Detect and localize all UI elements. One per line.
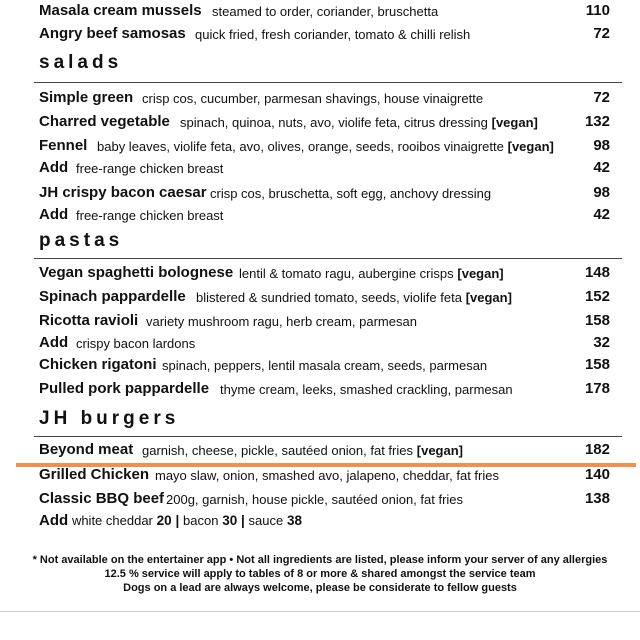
- menu-item: [0, 264, 640, 286]
- footer-line-dogs: Dogs on a lead are always welcome, please be considerate to fellow guests: [123, 582, 517, 594]
- item-price: 72: [593, 25, 610, 42]
- item-description: crisp cos, cucumber, parmesan shavings, house vinaigrette: [142, 91, 484, 106]
- vegan-tag: [vegan]: [457, 266, 504, 281]
- vegan-tag: [vegan]: [416, 443, 463, 458]
- separator: |: [175, 513, 180, 528]
- section-divider: [34, 82, 622, 83]
- item-description: free-range chicken breast: [76, 161, 224, 176]
- item-description: steamed to order, coriander, bruschetta: [212, 4, 439, 19]
- vegan-tag: [vegan]: [465, 290, 512, 305]
- item-description: spinach, quinoa, nuts, avo, violife feta, citrus dressing: [180, 115, 488, 130]
- item-name: Spinach pappardelle: [39, 288, 186, 305]
- menu-item: [0, 334, 640, 356]
- extra-price: 30: [222, 513, 238, 528]
- item-price: 182: [584, 441, 610, 458]
- item-price: 132: [584, 113, 610, 130]
- extra-name: sauce: [248, 513, 284, 528]
- menu-item: [0, 89, 640, 111]
- menu-item: [0, 113, 640, 135]
- footer-line-service: 12.5 % service will apply to tables of 8 or more & shared amongst the service team: [104, 568, 536, 580]
- item-price: 158: [584, 312, 610, 329]
- item-description: crisp cos, bruschetta, soft egg, anchovy dressing: [210, 186, 492, 201]
- extra-name: bacon: [183, 513, 219, 528]
- item-description: free-range chicken breast: [76, 208, 224, 223]
- menu-item: [0, 159, 640, 181]
- menu-item: [0, 206, 640, 228]
- item-add-label: Add: [39, 334, 69, 351]
- menu-item: [0, 25, 640, 47]
- vegan-tag: [vegan]: [491, 115, 538, 130]
- item-price: 138: [584, 490, 610, 507]
- item-name: Chicken rigatoni: [39, 356, 157, 373]
- section-heading-pastas: pastas: [39, 230, 124, 251]
- item-name: Charred vegetable: [39, 113, 170, 130]
- section-heading-salads: salads: [39, 52, 123, 73]
- item-add-label: Add: [39, 206, 69, 223]
- menu-item: [0, 490, 640, 512]
- item-add-label: Add: [39, 159, 69, 176]
- item-description: quick fried, fresh coriander, tomato & chilli relish: [195, 27, 471, 42]
- item-description: spinach, peppers, lentil masala cream, seeds, parmesan: [162, 358, 488, 373]
- add-extras-line: [0, 512, 640, 534]
- item-name: Pulled pork pappardelle: [39, 380, 210, 397]
- item-price: 98: [593, 137, 610, 154]
- menu-item: [0, 2, 640, 24]
- item-description: garnish, cheese, pickle, sautéed onion, fat fries: [142, 443, 413, 458]
- item-description: variety mushroom ragu, herb cream, parmesan: [146, 314, 417, 329]
- menu-item: [0, 356, 640, 378]
- menu-item: [0, 380, 640, 402]
- item-price: 42: [593, 206, 610, 223]
- item-price: 110: [585, 2, 610, 19]
- item-name: Ricotta ravioli: [39, 312, 139, 329]
- extra-name: white cheddar: [71, 513, 153, 528]
- item-name: Vegan spaghetti bolognese: [39, 264, 234, 281]
- separator: |: [240, 513, 245, 528]
- section-heading-burgers: JH burgers: [39, 408, 180, 429]
- item-description: baby leaves, violife feta, avo, olives, orange, seeds, rooibos vinaigrette: [97, 139, 504, 154]
- item-price: 178: [584, 380, 610, 397]
- section-divider: [34, 436, 622, 437]
- item-price: 158: [584, 356, 610, 373]
- extra-price: 38: [287, 513, 303, 528]
- menu-item: [0, 441, 640, 463]
- item-price: 98: [593, 184, 610, 201]
- footer-notes: [20, 553, 620, 595]
- item-name: Simple green: [39, 89, 134, 106]
- item-description: 200g, garnish, house pickle, sautéed onion, fat fries: [166, 492, 464, 507]
- item-price: 72: [593, 89, 610, 106]
- item-name: Masala cream mussels: [39, 2, 202, 19]
- item-description: crispy bacon lardons: [76, 336, 196, 351]
- item-price: 32: [593, 334, 610, 351]
- item-name: Beyond meat: [39, 441, 134, 458]
- item-name: Classic BBQ beef: [39, 490, 165, 507]
- item-name: Grilled Chicken: [39, 466, 150, 483]
- section-divider: [34, 258, 622, 259]
- page-bottom-divider: [0, 611, 640, 612]
- item-price: 152: [584, 288, 610, 305]
- item-name: Fennel: [39, 137, 88, 154]
- item-description: blistered & sundried tomato, seeds, violife feta: [196, 290, 462, 305]
- item-price: 42: [593, 159, 610, 176]
- item-description: mayo slaw, onion, smashed avo, jalapeno, cheddar, fat fries: [155, 468, 499, 483]
- menu-item: [0, 312, 640, 334]
- menu-item: [0, 137, 640, 159]
- item-add-label: Add: [39, 512, 69, 529]
- menu-item: [0, 288, 640, 310]
- item-price: 148: [584, 264, 610, 281]
- menu-item: [0, 466, 640, 488]
- item-name: Angry beef samosas: [39, 25, 186, 42]
- vegan-tag: [vegan]: [507, 139, 554, 154]
- extra-price: 20: [156, 513, 172, 528]
- item-description: lentil & tomato ragu, aubergine crisps: [239, 266, 454, 281]
- item-price: 140: [584, 466, 610, 483]
- footer-line-allergies: * Not available on the entertainer app • Not all ingredients are listed, please inform your server of any allergies: [32, 554, 608, 566]
- menu-item: [0, 184, 640, 206]
- item-name: JH crispy bacon caesar: [39, 184, 207, 201]
- item-description: thyme cream, leeks, smashed crackling, parmesan: [220, 382, 513, 397]
